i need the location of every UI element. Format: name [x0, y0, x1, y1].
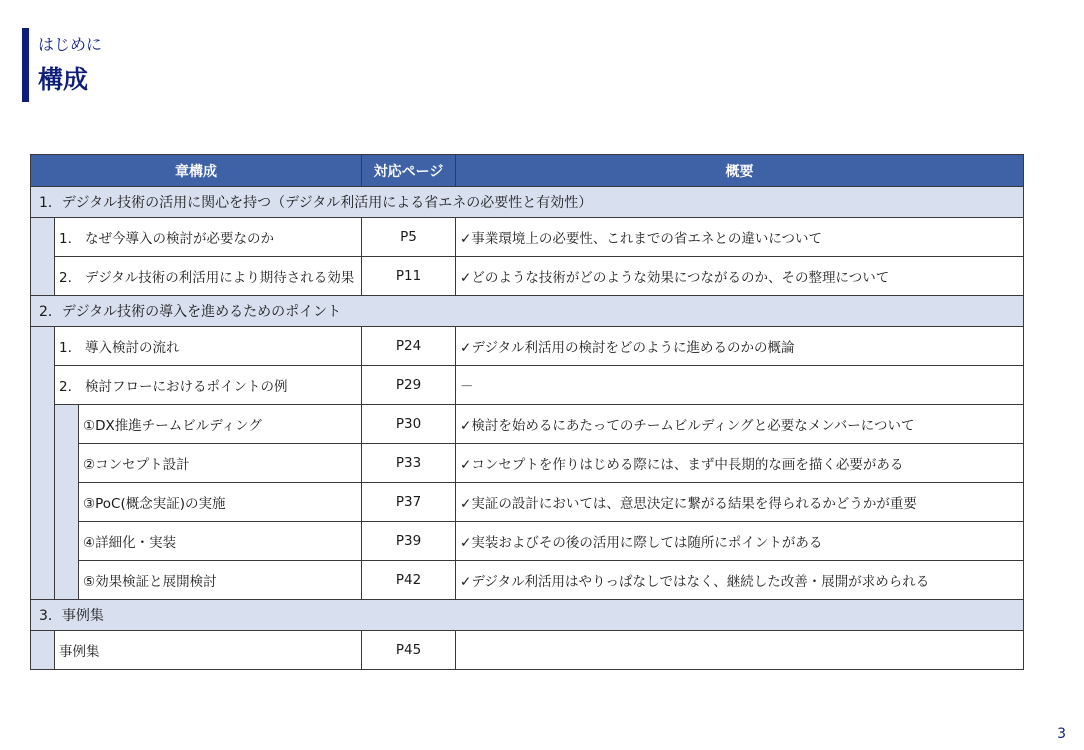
item-page: P11 [362, 257, 456, 296]
item-number: 1. [59, 231, 72, 247]
table-subrow [31, 405, 1024, 444]
section-row [31, 187, 1024, 218]
item-summary: ✓デジタル利活用の検討をどのように進めるのかの概論 [456, 327, 1024, 366]
table-row [31, 366, 1024, 405]
table-subrow [31, 483, 1024, 522]
subitem-page: P39 [362, 522, 456, 561]
item-number: 2. [59, 379, 72, 395]
header-chapter: 章構成 [31, 155, 362, 187]
contents-table [30, 154, 1024, 670]
page-number: 3 [1057, 726, 1066, 742]
subitem-label: ①DX推進チームビルディング [79, 405, 362, 444]
sub-indent-cell [55, 522, 79, 561]
subitem-page: P33 [362, 444, 456, 483]
sub-indent-cell [55, 483, 79, 522]
item-summary: － [456, 366, 1024, 405]
item-label-cell [55, 257, 362, 296]
indent-cell [31, 483, 55, 522]
indent-cell [31, 366, 55, 405]
item-page: P24 [362, 327, 456, 366]
item-label: 事例集 [55, 631, 362, 670]
indent-cell [31, 218, 55, 257]
item-number: 2. [59, 270, 72, 286]
subitem-page: P37 [362, 483, 456, 522]
table-header-row [31, 155, 1024, 187]
item-summary [456, 631, 1024, 670]
sub-indent-cell [55, 405, 79, 444]
section-row [31, 600, 1024, 631]
header-page: 対応ページ [362, 155, 456, 187]
sub-indent-cell [55, 561, 79, 600]
section-row [31, 296, 1024, 327]
section-title: 3．事例集 [31, 600, 1024, 631]
page-title: 構成 [38, 65, 89, 94]
title-accent-bar [22, 28, 29, 102]
item-label: なぜ今導入の検討が必要なのか [85, 231, 274, 247]
header-summary: 概要 [456, 155, 1024, 187]
table-subrow [31, 522, 1024, 561]
indent-cell [31, 522, 55, 561]
item-label-cell [55, 366, 362, 405]
indent-cell [31, 444, 55, 483]
subitem-page: P42 [362, 561, 456, 600]
item-summary: ✓事業環境上の必要性、これまでの省エネとの違いについて [456, 218, 1024, 257]
item-number: 1. [59, 340, 72, 356]
table-subrow [31, 561, 1024, 600]
indent-cell [31, 257, 55, 296]
indent-cell [31, 405, 55, 444]
item-label: デジタル技術の利活用により期待される効果 [85, 270, 355, 286]
subitem-page: P30 [362, 405, 456, 444]
item-page: P29 [362, 366, 456, 405]
table-row [31, 218, 1024, 257]
section-title: 2．デジタル技術の導入を進めるためのポイント [31, 296, 1024, 327]
subitem-label: ②コンセプト設計 [79, 444, 362, 483]
item-summary: ✓どのような技術がどのような効果につながるのか、その整理について [456, 257, 1024, 296]
table-row [31, 631, 1024, 670]
item-label: 検討フローにおけるポイントの例 [85, 379, 288, 395]
indent-cell [31, 561, 55, 600]
sub-indent-cell [55, 444, 79, 483]
indent-cell [31, 327, 55, 366]
subitem-label: ④詳細化・実装 [79, 522, 362, 561]
section-subtitle: はじめに [38, 35, 103, 54]
item-label: 導入検討の流れ [85, 340, 180, 356]
subitem-label: ③PoC(概念実証)の実施 [79, 483, 362, 522]
item-page: P45 [362, 631, 456, 670]
subitem-summary: ✓実証の設計においては、意思決定に繋がる結果を得られるかどうかが重要 [456, 483, 1024, 522]
item-label-cell [55, 218, 362, 257]
item-page: P5 [362, 218, 456, 257]
section-title: 1．デジタル技術の活用に関心を持つ（デジタル利活用による省エネの必要性と有効性） [31, 187, 1024, 218]
subitem-summary: ✓検討を始めるにあたってのチームビルディングと必要なメンバーについて [456, 405, 1024, 444]
item-label-cell [55, 327, 362, 366]
table-row [31, 257, 1024, 296]
subitem-summary: ✓コンセプトを作りはじめる際には、まず中長期的な画を描く必要がある [456, 444, 1024, 483]
subitem-summary: ✓デジタル利活用はやりっぱなしではなく、継続した改善・展開が求められる [456, 561, 1024, 600]
subitem-summary: ✓実装およびその後の活用に際しては随所にポイントがある [456, 522, 1024, 561]
table-subrow [31, 444, 1024, 483]
table-row [31, 327, 1024, 366]
indent-cell [31, 631, 55, 670]
subitem-label: ⑤効果検証と展開検討 [79, 561, 362, 600]
